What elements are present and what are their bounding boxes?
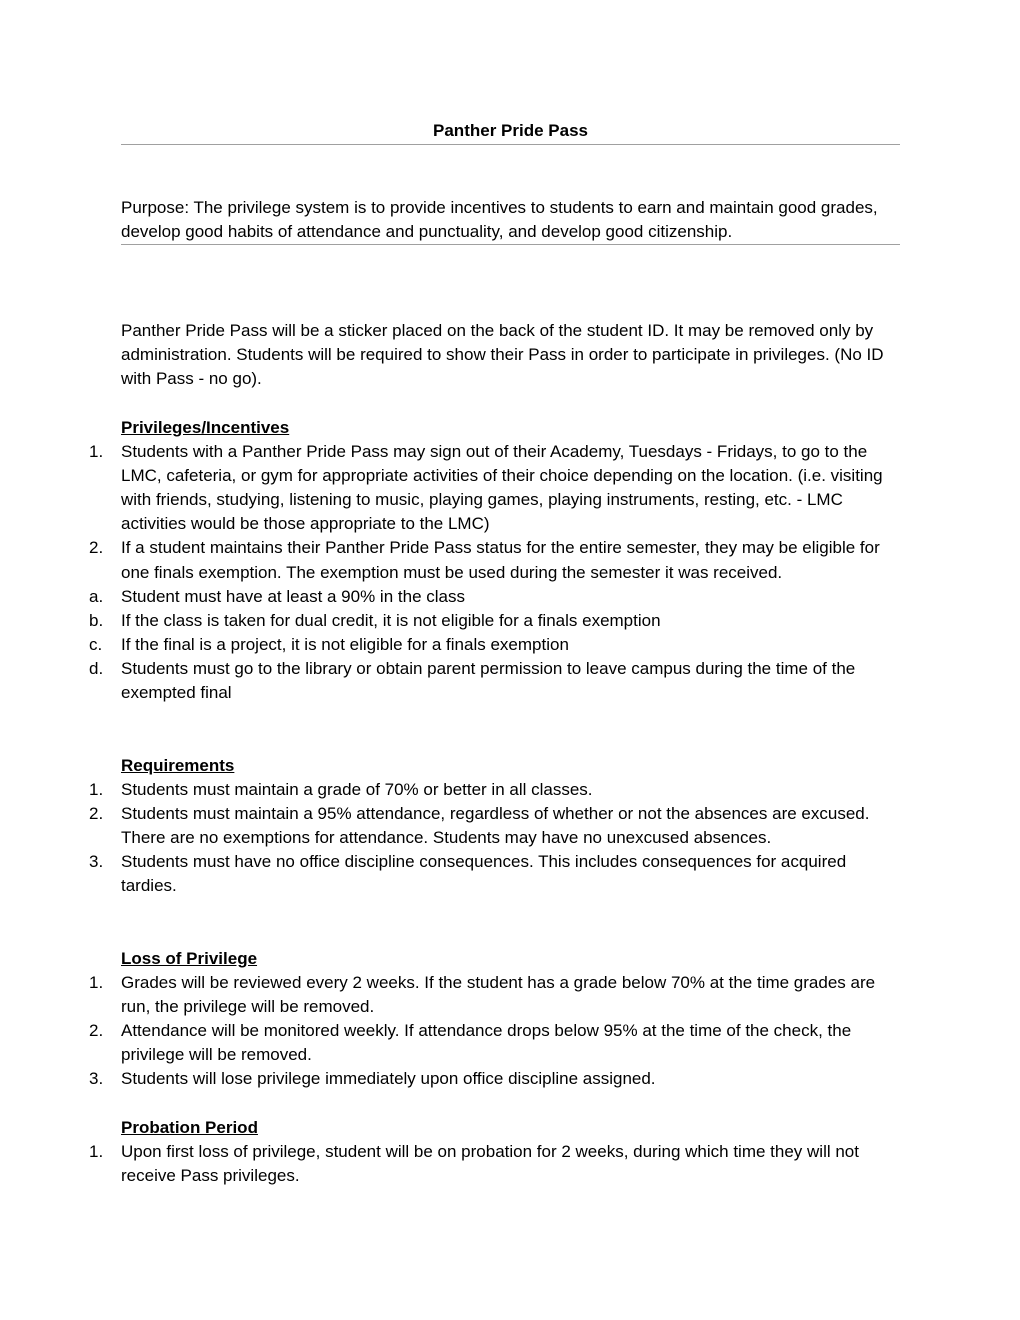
list-item: [89, 1019, 896, 1067]
list-item: [89, 802, 896, 850]
list-item: [89, 440, 896, 536]
requirements-list: [89, 778, 896, 898]
loss-section: [89, 947, 896, 1092]
purpose-divider: [121, 244, 900, 245]
list-item: [89, 609, 896, 633]
list-item-text: Students must maintain a grade of 70% or better in all classes.: [121, 780, 593, 800]
section-heading-loss: Loss of Privilege: [121, 949, 258, 968]
section-heading-requirements: Requirements: [121, 756, 235, 775]
privileges-list: [89, 440, 896, 705]
requirements-section: [89, 754, 896, 899]
list-marker: 3.: [89, 1069, 104, 1089]
section-heading-privileges: Privileges/Incentives: [121, 418, 290, 437]
intro-paragraph: Panther Pride Pass will be a sticker placed on the back of the student ID. It may be removed only by administration. Students will be required to show their Pass in order to participate in privileges. (No ID with Pass - no go).: [121, 321, 884, 389]
list-item: [89, 657, 896, 705]
list-item: [89, 536, 896, 584]
loss-list: [89, 971, 896, 1091]
title-divider: [121, 144, 900, 145]
list-marker: 1.: [89, 1142, 104, 1162]
list-item-text: Students with a Panther Pride Pass may sign out of their Academy, Tuesdays - Fridays, to go to the LMC, cafeteria, or gym for appropriate activities of their choice depending on the location. (i.e. visiting with friends, studying, listening to music, playing games, playing instruments, resting, etc. - LMC activities would be those appropriate to the LMC): [121, 442, 883, 534]
list-marker: 2.: [89, 1021, 104, 1041]
list-marker: c.: [89, 634, 103, 654]
list-item-text: Students will lose privilege immediately upon office discipline assigned.: [121, 1069, 656, 1089]
list-item: [89, 1140, 896, 1188]
list-item-text: Students must go to the library or obtain parent permission to leave campus during the time of the exempted final: [121, 658, 856, 703]
list-marker: 1.: [89, 442, 104, 462]
list-marker: b.: [89, 610, 104, 630]
list-marker: 1.: [89, 973, 104, 993]
list-item-text: If the final is a project, it is not eligible for a finals exemption: [121, 634, 569, 654]
list-item: [89, 778, 896, 802]
list-item-text: Grades will be reviewed every 2 weeks. If the student has a grade below 70% at the time grades are run, the privilege will be removed.: [121, 973, 876, 1017]
list-item: [89, 633, 896, 657]
list-item-text: If the class is taken for dual credit, it is not eligible for a finals exemption: [121, 610, 661, 630]
list-item: [89, 850, 896, 898]
list-item-text: If a student maintains their Panther Pride Pass status for the entire semester, they may be eligible for one finals exemption. The exemption must be used during the semester it was received.: [121, 538, 880, 582]
list-marker: 3.: [89, 852, 104, 872]
privileges-section: [89, 416, 896, 705]
list-item: [89, 1067, 896, 1091]
purpose-paragraph: Purpose: The privilege system is to provide incentives to students to earn and maintain good grades, develop good habits of attendance and punctuality, and develop good citizenship.: [121, 198, 878, 242]
probation-section: [89, 1116, 896, 1188]
list-item-text: Upon first loss of privilege, student will be on probation for 2 weeks, during which time they will not receive Pass privileges.: [121, 1142, 859, 1186]
list-marker: 2.: [89, 538, 104, 558]
probation-list: [89, 1140, 896, 1188]
section-heading-probation: Probation Period: [121, 1118, 258, 1137]
list-marker: 2.: [89, 804, 104, 824]
list-item-text: Students must maintain a 95% attendance, regardless of whether or not the absences are excused. There are no exemptions for attendance. Students may have no unexcused absences.: [121, 804, 870, 848]
list-marker: d.: [89, 658, 104, 678]
list-item: [89, 971, 896, 1019]
list-item-text: Attendance will be monitored weekly. If attendance drops below 95% at the time of the check, the privilege will be removed.: [121, 1021, 852, 1065]
list-item-text: Students must have no office discipline consequences. This includes consequences for acquired tardies.: [121, 852, 847, 896]
list-item: [89, 585, 896, 609]
document-title: Panther Pride Pass: [433, 121, 588, 140]
list-marker: 1.: [89, 780, 104, 800]
list-marker: a.: [89, 586, 104, 606]
list-item-text: Student must have at least a 90% in the class: [121, 586, 465, 606]
